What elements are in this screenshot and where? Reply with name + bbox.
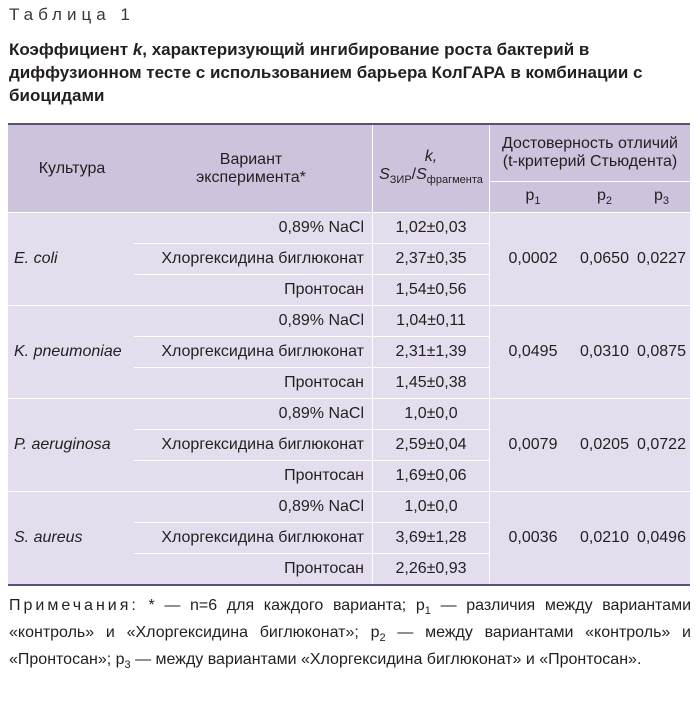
p2-cell: 0,0310 [576, 306, 633, 399]
p1-cell: 0,0002 [490, 213, 577, 306]
p3-cell: 0,0227 [633, 213, 690, 306]
table-row [8, 492, 690, 523]
header-significance: Достоверность отличий (t-критерий Стьюдента) [490, 124, 691, 182]
culture-cell: E. coli [8, 213, 134, 306]
table-label: Таблица 1 [9, 5, 135, 24]
p3-cell: 0,0722 [633, 399, 690, 492]
culture-cell: K. pneumoniae [8, 306, 134, 399]
p1-cell: 0,0036 [490, 492, 577, 586]
k-cell: 2,59±0,04 [373, 430, 490, 461]
p3-cell: 0,0496 [633, 492, 690, 586]
k-cell: 1,69±0,06 [373, 461, 490, 492]
p3-cell: 0,0875 [633, 306, 690, 399]
p2-cell: 0,0205 [576, 399, 633, 492]
table-row [8, 213, 690, 244]
header-p3: $p_3$ [633, 182, 690, 213]
variant-cell: Пронтосан [134, 461, 373, 492]
k-cell: 3,69±1,28 [373, 523, 490, 554]
k-cell: 1,0±0,0 [373, 399, 490, 430]
k-cell: 1,02±0,03 [373, 213, 490, 244]
header-k: k, $S_{ЗИР}/S_{фрагмента}$ [373, 124, 490, 213]
header-culture: Культура [8, 124, 134, 213]
variant-cell: Хлоргексидина биглюконат [134, 244, 373, 275]
p1-cell: 0,0495 [490, 306, 577, 399]
title-part-1: Коэффициент [9, 40, 133, 59]
variant-cell: 0,89% NaCl [134, 213, 373, 244]
k-cell: 1,54±0,56 [373, 275, 490, 306]
variant-cell: Пронтосан [134, 275, 373, 306]
note-label: Примечания: [9, 597, 139, 614]
culture-cell: S. aureus [8, 492, 134, 586]
variant-cell: 0,89% NaCl [134, 399, 373, 430]
results-table [8, 123, 690, 586]
variant-cell: Хлоргексидина биглюконат [134, 430, 373, 461]
k-cell: 1,45±0,38 [373, 368, 490, 399]
variant-cell: Хлоргексидина биглюконат [134, 337, 373, 368]
title-k-symbol: k [132, 40, 143, 59]
variant-cell: Пронтосан [134, 368, 373, 399]
header-variant: Вариант эксперимента* [134, 124, 373, 213]
table-row [8, 306, 690, 337]
p2-cell: 0,0210 [576, 492, 633, 586]
header-p2: $p_2$ [576, 182, 633, 213]
header-row [8, 124, 690, 182]
variant-cell: Хлоргексидина биглюконат [134, 523, 373, 554]
k-cell: 2,37±0,35 [373, 244, 490, 275]
variant-cell: 0,89% NaCl [134, 492, 373, 523]
k-cell: 2,31±1,39 [373, 337, 490, 368]
k-cell: 2,26±0,93 [373, 554, 490, 586]
k-cell: 1,0±0,0 [373, 492, 490, 523]
variant-cell: Пронтосан [134, 554, 373, 586]
table-title [9, 38, 694, 107]
p2-cell: 0,0650 [576, 213, 633, 306]
variant-cell: 0,89% NaCl [134, 306, 373, 337]
k-cell: 1,04±0,11 [373, 306, 490, 337]
table-note: Примечания: * — n=6 для каждого варианта; $p_1$ — различия между вариантами «контроль» и «Хлоргексидина биглюконат»; $p_2$ — между вариантами «контроль» и «Пронтосан»; $p_3$ — между вариантами «Хлоргексидина биглюконат» и «Пронтосан». [9, 597, 692, 672]
p1-cell: 0,0079 [490, 399, 577, 492]
table-row [8, 399, 690, 430]
title-part-2: , характеризующий ингибирование роста бактерий в диффузионном тесте с использованием барьера КолГАРА в комбинации с биоцидами [9, 40, 643, 105]
header-p1: $p_1$ [490, 182, 577, 213]
culture-cell: P. aeruginosa [8, 399, 134, 492]
